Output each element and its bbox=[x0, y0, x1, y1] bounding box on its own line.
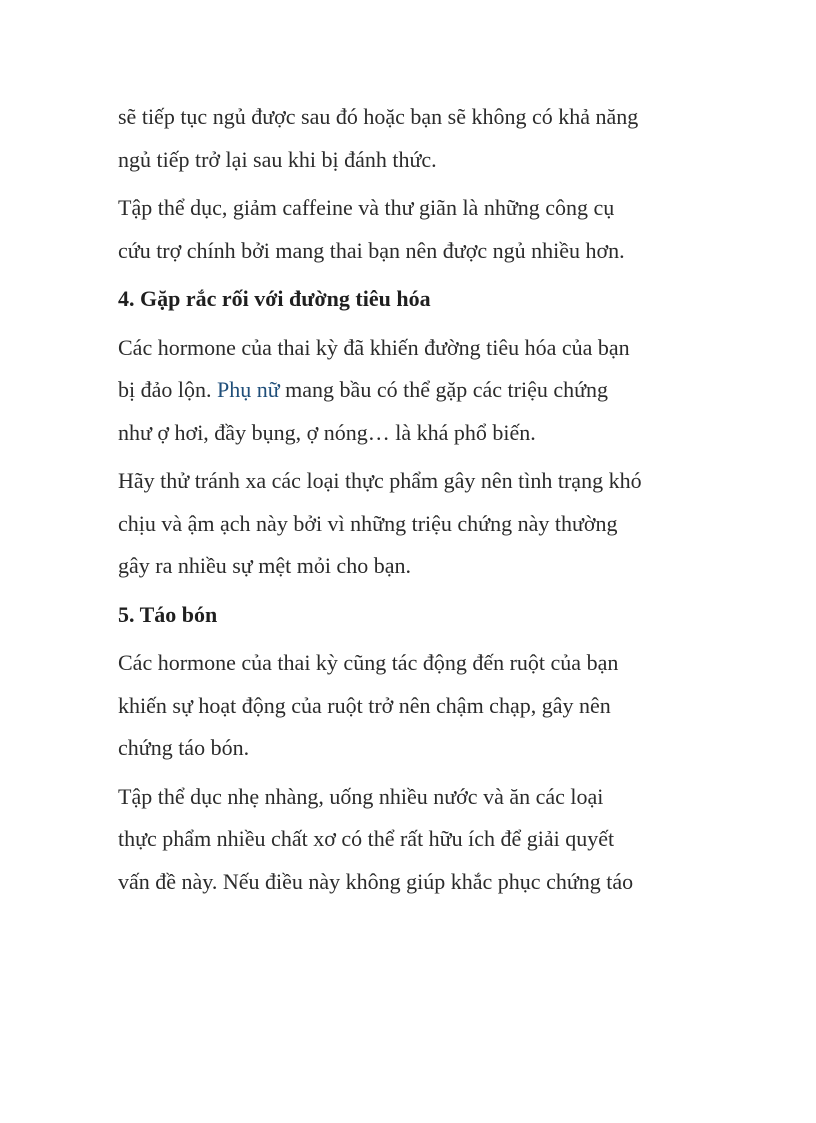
text-line: Các hormone của thai kỳ đã khiến đường tiêu hóa của bạn bbox=[118, 334, 630, 360]
text-line: khiến sự hoạt động của ruột trở nên chậm chạp, gây nên bbox=[118, 692, 611, 718]
text-line: cứu trợ chính bởi mang thai bạn nên được ngủ nhiều hơn. bbox=[118, 237, 625, 263]
text-segment: bị đảo lộn. bbox=[118, 377, 217, 402]
women-link[interactable]: Phụ nữ bbox=[217, 377, 280, 402]
text-line: ngủ tiếp trở lại sau khi bị đánh thức. bbox=[118, 146, 437, 172]
text-line bbox=[118, 369, 758, 412]
text-line: thực phẩm nhiều chất xơ có thể rất hữu ích để giải quyết bbox=[118, 826, 615, 851]
text-line: sẽ tiếp tục ngủ được sau đó hoặc bạn sẽ không có khả năng bbox=[118, 104, 639, 129]
paragraph-digestion-tips bbox=[118, 460, 758, 588]
paragraph-digestion bbox=[118, 327, 758, 455]
paragraph-sleep-tips bbox=[118, 187, 758, 272]
text-line: Tập thể dục nhẹ nhàng, uống nhiều nước và ăn các loại bbox=[118, 783, 604, 809]
text-line: như ợ hơi, đầy bụng, ợ nóng… là khá phổ biến. bbox=[118, 419, 536, 445]
text-segment: mang bầu có thể gặp các triệu chứng bbox=[279, 377, 609, 402]
text-line: chịu và ậm ạch này bởi vì những triệu chứng này thường bbox=[118, 510, 618, 536]
text-line: Tập thể dục, giảm caffeine và thư giãn là những công cụ bbox=[118, 195, 615, 220]
text-line: gây ra nhiều sự mệt mỏi cho bạn. bbox=[118, 553, 411, 578]
text-line: Các hormone của thai kỳ cũng tác động đến ruột của bạn bbox=[118, 650, 619, 675]
paragraph-constipation-tips bbox=[118, 776, 758, 904]
paragraph-sleep-continue bbox=[118, 96, 758, 181]
text-line: chứng táo bón. bbox=[118, 735, 250, 760]
paragraph-constipation bbox=[118, 642, 758, 770]
section-heading-digestion: 4. Gặp rắc rối với đường tiêu hóa bbox=[118, 286, 431, 311]
section-heading-constipation: 5. Táo bón bbox=[118, 601, 218, 627]
text-line: vấn đề này. Nếu điều này không giúp khắc phục chứng táo bbox=[118, 868, 634, 894]
text-line: Hãy thử tránh xa các loại thực phẩm gây nên tình trạng khó bbox=[118, 468, 642, 493]
document-page bbox=[118, 96, 758, 903]
